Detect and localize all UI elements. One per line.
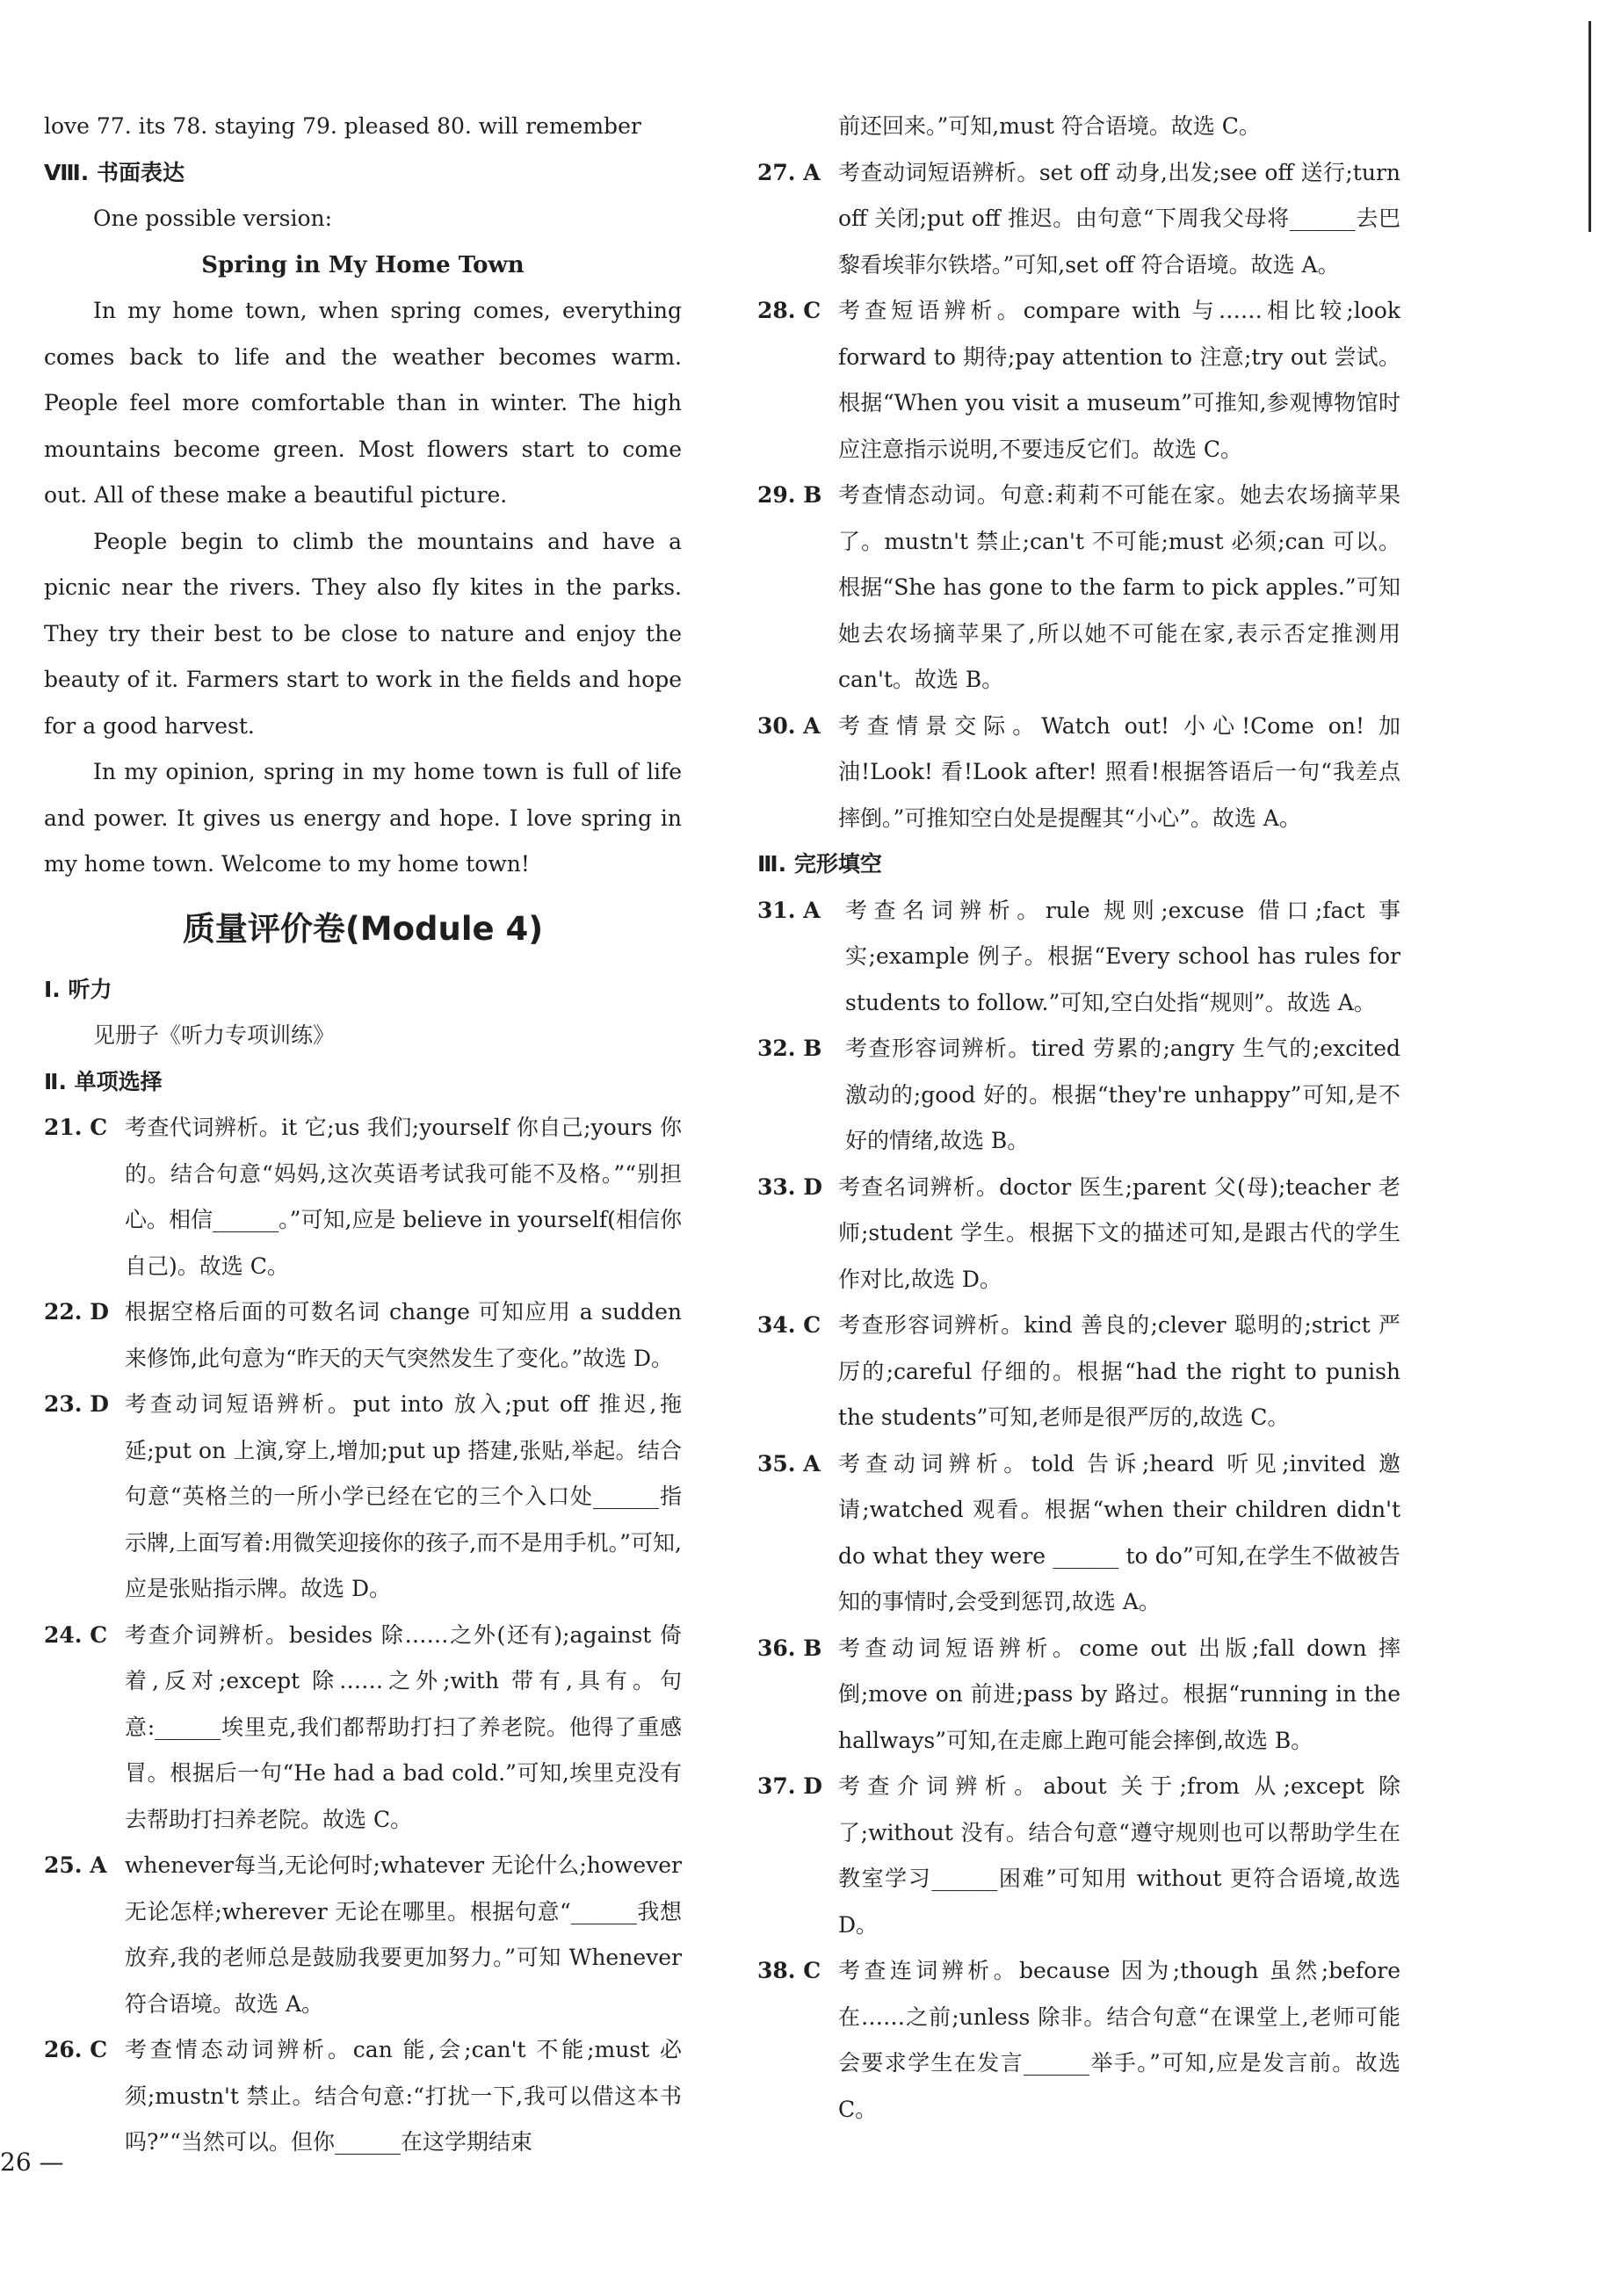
answer-number: 25. A	[44, 1852, 107, 1878]
answer-number: 22. D	[44, 1299, 109, 1325]
page-edge-mark	[1588, 21, 1591, 232]
section-listening-heading: Ⅰ. 听力	[44, 976, 112, 1002]
answer-explanation: 考查形容词辨析。kind 善良的;clever 聪明的;strict 严厉的;careful 仔细的。根据“had the right to punish the students”可知,老师是很严厉的,故选 C。	[838, 1312, 1400, 1430]
answer-explanation: 考查短语辨析。compare with 与……相比较;look forward to 期待;pay attention to 注意;try out 尝试。根据“When you visit a museum”可推知,参观博物馆时应注意指示说明,不要违反它们。故选 C。	[838, 298, 1400, 462]
answer-number: 28. C	[757, 298, 821, 323]
answer-number: 35. A	[757, 1450, 821, 1477]
essay-paragraph-1: In my home town, when spring comes, everything comes back to life and the weather becomes warm. People feel more comfortable than in winter. The high mountains become green. Most flowers start to come out. All of these make a beautiful picture.	[44, 298, 682, 508]
answer-item-29	[757, 473, 1400, 704]
answer-explanation: 根据空格后面的可数名词 change 可知应用 a sudden 来修饰,此句意为“昨天的天气突然发生了变化。”故选 D。	[125, 1299, 682, 1371]
answer-explanation: 考查代词辨析。it 它;us 我们;yourself 你自己;yours 你的。结合句意“妈妈,这次英语考试我可能不及格。”“别担心。相信______。”可知,应是 believe in yourself(相信你自己)。故选 C。	[125, 1115, 682, 1279]
answer-item-23	[44, 1382, 682, 1613]
answer-item-32	[757, 1026, 1400, 1165]
answer-item-25	[44, 1843, 682, 2027]
left-column	[44, 104, 682, 2166]
answer-explanation: 考查名词辨析。doctor 医生;parent 父(母);teacher 老师;student 学生。根据下文的描述可知,是跟古代的学生作对比,故选 D。	[838, 1173, 1400, 1292]
answer-item-34	[757, 1303, 1400, 1441]
answer-item-26	[44, 2027, 682, 2166]
answer-explanation: 考查动词辨析。told 告诉;heard 听见;invited 邀请;watched 观看。根据“when their children didn't do what they were ______ to do”可知,在学生不做被告知的事情时,会受到惩罚,故选 A。	[838, 1450, 1400, 1614]
answer-26-continuation: 前还回来。”可知,must 符合语境。故选 C。	[838, 113, 1261, 139]
answer-number: 38. C	[757, 1958, 821, 1983]
section-writing-heading: Ⅷ. 书面表达	[44, 159, 185, 185]
answer-item-33	[757, 1165, 1400, 1303]
answer-number: 27. A	[757, 159, 821, 185]
answer-explanation: 考查动词短语辨析。come out 出版;fall down 摔倒;move on 前进;pass by 路过。根据“running in the hallways”可知,在走廊上跑可能会摔倒,故选 B。	[838, 1635, 1400, 1753]
answer-explanation: 考查动词短语辨析。put into 放入;put off 推迟,拖延;put on 上演,穿上,增加;put up 搭建,张贴,举起。结合句意“英格兰的一所小学已经在它的三个入口处______指示牌,上面写着:用微笑迎接你的孩子,而不是用手机。”可知,应是张贴指示牌。故选 D。	[125, 1391, 682, 1601]
answer-explanation: 考查动词短语辨析。set off 动身,出发;see off 送行;turn off 关闭;put off 推迟。由句意“下周我父母将______去巴黎看埃菲尔铁塔。”可知,set off 符合语境。故选 A。	[838, 159, 1400, 278]
answer-explanation: 考查介词辨析。besides 除……之外(还有);against 倚着,反对;except 除……之外;with 带有,具有。句意:______埃里克,我们都帮助打扫了养老院。他得了重感冒。根据后一句“He had a bad cold.”可知,埃里克没有去帮助打扫养老院。故选 C。	[125, 1621, 682, 1832]
answer-line-76-80: love 77. its 78. staying 79. pleased 80. will remember	[44, 113, 641, 139]
answer-item-36	[757, 1626, 1400, 1765]
right-column	[757, 104, 1400, 2133]
answer-item-22	[44, 1289, 682, 1382]
answer-number: 37. D	[757, 1773, 822, 1799]
answer-explanation: 考查介词辨析。about 关于;from 从;except 除了;without 没有。结合句意“遵守规则也可以帮助学生在教室学习______困难”可知用 without 更符合语境,故选 D。	[838, 1773, 1400, 1938]
answer-explanation: 考查情景交际。Watch out! 小心!Come on! 加油!Look! 看!Look after! 照看!根据答语后一句“我差点摔倒。”可推知空白处是提醒其“小心”。故选 A。	[838, 712, 1400, 831]
answer-item-21	[44, 1105, 682, 1289]
answer-number: 32. B	[757, 1036, 822, 1061]
possible-version-label: One possible version:	[93, 206, 333, 231]
answer-number: 26. C	[44, 2037, 108, 2062]
answer-number: 21. C	[44, 1115, 108, 1140]
essay-paragraph-2: People begin to climb the mountains and have a picnic near the rivers. They also fly kites in the parks. They try their best to be close to nature and enjoy the beauty of it. Farmers start to work in the fields and hope for a good harvest.	[44, 528, 682, 739]
answer-item-35	[757, 1441, 1400, 1626]
section-single-choice-heading: Ⅱ. 单项选择	[44, 1068, 163, 1094]
listening-note: 见册子《听力专项训练》	[93, 1022, 336, 1048]
essay-title: Spring in My Home Town	[201, 251, 525, 278]
answer-explanation: 考查情态动词。句意:莉莉不可能在家。她去农场摘苹果了。mustn't 禁止;can't 不可能;must 必须;can 可以。根据“She has gone to the farm to pick apples.”可知她去农场摘苹果了,所以她不可能在家,表示否定推测用 can't。故选 B。	[838, 482, 1400, 692]
answer-item-27	[757, 150, 1400, 289]
answer-number: 24. C	[44, 1621, 108, 1648]
answer-item-37	[757, 1764, 1400, 1948]
answer-number: 34. C	[757, 1312, 821, 1338]
answer-number: 36. B	[757, 1635, 822, 1661]
answer-number: 30. A	[757, 712, 821, 739]
essay-paragraph-3: In my opinion, spring in my home town is full of life and power. It gives us energy and hope. I love spring in my home town. Welcome to my home town!	[44, 759, 682, 877]
answer-number: 33. D	[757, 1173, 822, 1200]
answer-number: 31. A	[757, 897, 821, 923]
answer-item-38	[757, 1948, 1400, 2133]
answer-explanation: 考查形容词辨析。tired 劳累的;angry 生气的;excited 激动的;good 好的。根据“they're unhappy”可知,是不好的情绪,故选 B。	[845, 1036, 1400, 1153]
page-number: 26 —	[0, 2148, 64, 2177]
answer-number: 29. B	[757, 482, 822, 508]
answer-explanation: whenever每当,无论何时;whatever 无论什么;however 无论怎样;wherever 无论在哪里。根据句意“______我想放弃,我的老师总是鼓励我要更加努力。”可知 Whenever 符合语境。故选 A。	[125, 1852, 682, 2017]
section-cloze-heading: Ⅲ. 完形填空	[757, 851, 882, 877]
answer-item-24	[44, 1613, 682, 1844]
answer-item-30	[757, 704, 1400, 842]
answer-item-28	[757, 288, 1400, 473]
answer-number: 23. D	[44, 1391, 109, 1417]
answer-explanation: 考查名词辨析。rule 规则;excuse 借口;fact 事实;example 例子。根据“Every school has rules for students to follow.”可知,空白处指“规则”。故选 A。	[845, 897, 1400, 1015]
answer-explanation: 考查情态动词辨析。can 能,会;can't 不能;must 必须;mustn't 禁止。结合句意:“打扰一下,我可以借这本书吗?”“当然可以。但你______在这学期结束	[125, 2037, 682, 2155]
answer-item-31	[757, 888, 1400, 1027]
paper-title: 质量评价卷(Module 4)	[182, 909, 544, 948]
answer-explanation: 考查连词辨析。because 因为;though 虽然;before 在……之前;unless 除非。结合句意“在课堂上,老师可能会要求学生在发言______举手。”可知,应是发言前。故选 C。	[838, 1958, 1400, 2122]
